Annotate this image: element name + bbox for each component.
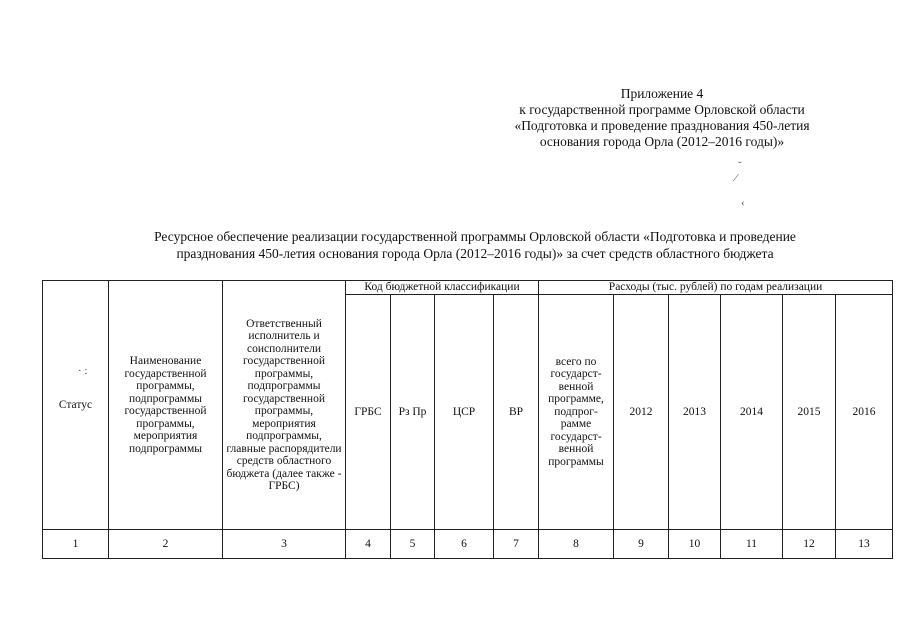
header-row-1: [43, 281, 893, 295]
header-status: Статус: [43, 281, 109, 530]
column-number: 5: [391, 530, 435, 559]
header-2013: 2013: [669, 295, 721, 530]
column-number: 8: [539, 530, 614, 559]
header-grbs: ГРБС: [346, 295, 391, 530]
header-vr: ВР: [494, 295, 539, 530]
column-number: 3: [223, 530, 346, 559]
header-budget-code: Код бюджетной классификации: [346, 281, 539, 295]
appendix-block: [488, 86, 836, 150]
pen-mark: ˘: [738, 160, 742, 172]
column-numbers-row: [43, 530, 893, 559]
header-2014: 2014: [721, 295, 783, 530]
header-csr: ЦСР: [435, 295, 494, 530]
column-number: 13: [836, 530, 893, 559]
column-number: 12: [783, 530, 836, 559]
header-2015: 2015: [783, 295, 836, 530]
column-number: 11: [721, 530, 783, 559]
scan-artifact: · :: [78, 365, 88, 377]
title-line-2: празднования 450-летия основания города Орла (2012–2016 годы)» за счет средств областного бюджета: [176, 246, 774, 261]
column-number: 6: [435, 530, 494, 559]
pen-mark: ‹: [741, 197, 745, 209]
header-expenses: Расходы (тыс. рублей) по годам реализации: [539, 281, 893, 295]
header-rzpr: Рз Пр: [391, 295, 435, 530]
column-number: 9: [614, 530, 669, 559]
column-number: 7: [494, 530, 539, 559]
column-number: 4: [346, 530, 391, 559]
header-2012: 2012: [614, 295, 669, 530]
resource-table: [42, 280, 893, 559]
header-name: Наименование государственной программы, подпрограммы государственной программы, мероприятия подпрограммы: [109, 281, 223, 530]
title-line-1: Ресурсное обеспечение реализации государственной программы Орловской области «Подготовка и проведение: [154, 229, 796, 244]
appendix-line-4: основания города Орла (2012–2016 годы)»: [539, 134, 785, 149]
header-2016: 2016: [836, 295, 893, 530]
document-title: [95, 228, 855, 262]
column-number: 2: [109, 530, 223, 559]
appendix-line-2: к государственной программе Орловской области: [519, 102, 805, 117]
header-total: всего по государст-венной программе, подпрог-рамме государст-венной программы: [539, 295, 614, 530]
appendix-number: Приложение 4: [620, 86, 704, 101]
appendix-line-3: «Подготовка и проведение празднования 450-летия: [514, 118, 810, 133]
pen-mark: ⁄: [735, 172, 737, 184]
header-executor: Ответственный исполнитель и соисполнители государственной программы, подпрограммы государственной программы, мероприятия подпрограммы, главные распорядители средств областного бюджета (далее также - ГРБС): [223, 281, 346, 530]
column-number: 10: [669, 530, 721, 559]
column-number: 1: [43, 530, 109, 559]
